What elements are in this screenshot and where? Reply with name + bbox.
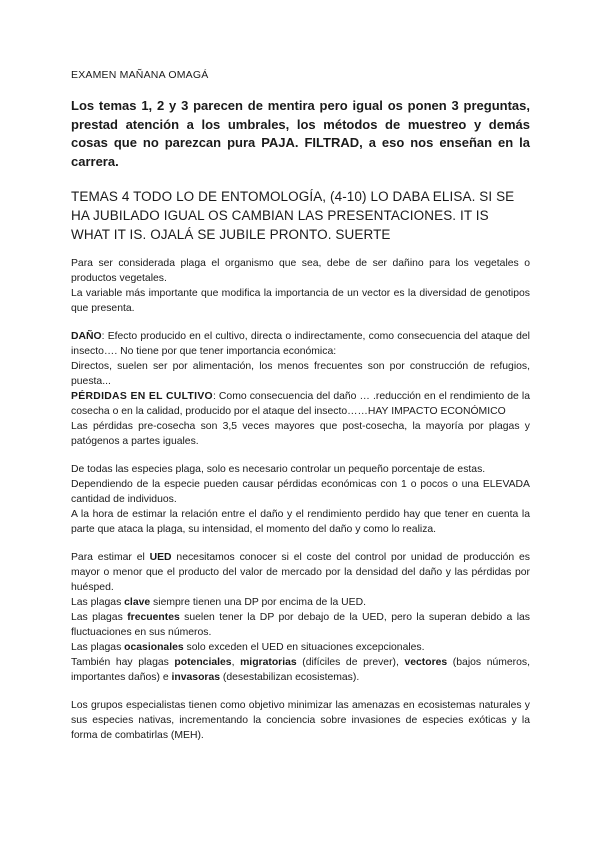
frec-label: frecuentes	[127, 612, 180, 623]
invasoras-label: invasoras	[171, 672, 221, 683]
ued-pre: Para estimar el	[71, 552, 150, 563]
ocas-post: solo exceden el UED en situaciones excepcionales.	[183, 642, 425, 653]
dano-text: : Efecto producido en el cultivo, directa o indirectamente, como consecuencia del ataque del insecto…. No tiene por que tener importancia económica:	[71, 331, 530, 357]
ocas-pre: Las plagas	[71, 642, 125, 653]
perdidas-label: PÉRDIDAS EN EL CULTIVO	[71, 391, 213, 402]
paragraph-ued	[71, 550, 530, 685]
tamb-pre: También hay plagas	[71, 657, 175, 668]
paragraph-dano	[71, 329, 530, 449]
inv-post: (desestabilizan ecosistemas).	[220, 672, 360, 683]
dano-label: DAÑO	[71, 331, 102, 342]
ued-line	[71, 550, 530, 595]
clave-pre: Las plagas	[71, 597, 125, 608]
ued-label: UED	[149, 552, 172, 563]
potenciales-label: potenciales	[174, 657, 232, 668]
frec-post: suelen tener la DP por debajo de la UED, pero la superan debido a las fluctuaciones en sus números.	[71, 612, 530, 638]
clave-line	[71, 595, 530, 610]
mig-post: (difíciles de prever),	[296, 657, 405, 668]
directos-line: Directos, suelen ser por alimentación, los menos frecuentes son por construcción de refugios, puesta...	[71, 361, 530, 387]
paragraph-plaga-definition	[71, 256, 530, 316]
vec-post: (bajos números, importantes daños) e	[71, 657, 531, 683]
ocasionales-line	[71, 640, 530, 655]
control-line-1: De todas las especies plaga, solo es necesario controlar un pequeño porcentaje de estas.	[71, 464, 486, 475]
migratorias-label: migratorias	[240, 657, 297, 668]
vectores-label: vectores	[404, 657, 448, 668]
plaga-definition-line: Para ser considerada plaga el organismo que sea, debe de ser dañino para los vegetales o productos vegetales.	[71, 258, 530, 284]
clave-label: clave	[124, 597, 151, 608]
clave-post: siempre tienen una DP por encima de la UED.	[150, 597, 366, 608]
perdidas-text: : Como consecuencia del daño … .reducción en el rendimiento de la cosecha o en la calidad, producido por el ataque del insecto……HAY IMPACTO ECONÓMICO	[71, 391, 531, 417]
frecuentes-line	[71, 610, 530, 640]
control-line-3: A la hora de estimar la relación entre el daño y el rendimiento perdido hay que tener en cuenta la parte que ataca la plaga, su intensidad, el momento del daño y como lo realiza.	[71, 509, 530, 535]
ued-post: necesitamos conocer si el coste del control por unidad de producción es mayor o menor que el producto del valor de mercado por la densidad del daño y las pérdidas por huésped.	[71, 552, 530, 593]
frec-pre: Las plagas	[71, 612, 128, 623]
vector-variable-line: La variable más importante que modifica la importancia de un vector es la diversidad de genotipos que presenta.	[71, 288, 530, 314]
sep1: ,	[231, 657, 241, 668]
paragraph-control	[71, 462, 530, 537]
perdidas-definition	[71, 389, 530, 419]
intro-paragraph: Los temas 1, 2 y 3 parecen de mentira pero igual os ponen 3 preguntas, prestad atención a los umbrales, los métodos de muestreo y demás cosas que no parezcan pura PAJA. FILTRAD, a eso nos enseñan en la carrera.	[71, 98, 530, 169]
control-line-2: Dependiendo de la especie pueden causar pérdidas económicas con 1 o pocos o una ELEVADA cantidad de individuos.	[71, 479, 530, 505]
paragraph-especialistas: Los grupos especialistas tienen como objetivo minimizar las amenazas en ecosistemas naturales y sus especies nativas, incrementando la conciencia sobre invasiones de especies exóticas y la forma de combatirlas (MEH).	[71, 700, 530, 741]
tipos-plagas-line	[71, 655, 530, 685]
dano-definition	[71, 329, 530, 359]
ocas-label: ocasionales	[124, 642, 184, 653]
temas-note: TEMAS 4 TODO LO DE ENTOMOLOGÍA, (4-10) LO DABA ELISA. SI SE HA JUBILADO IGUAL OS CAMBIAN LAS PRESENTACIONES. IT IS WHAT IT IS. OJALÁ SE JUBILE PRONTO. SUERTE	[71, 189, 515, 242]
document-header: EXAMEN MAÑANA OMAGÁ	[71, 69, 209, 81]
precosecha-line: Las pérdidas pre-cosecha son 3,5 veces mayores que post-cosecha, la mayoría por plagas y patógenos a partes iguales.	[71, 421, 530, 447]
